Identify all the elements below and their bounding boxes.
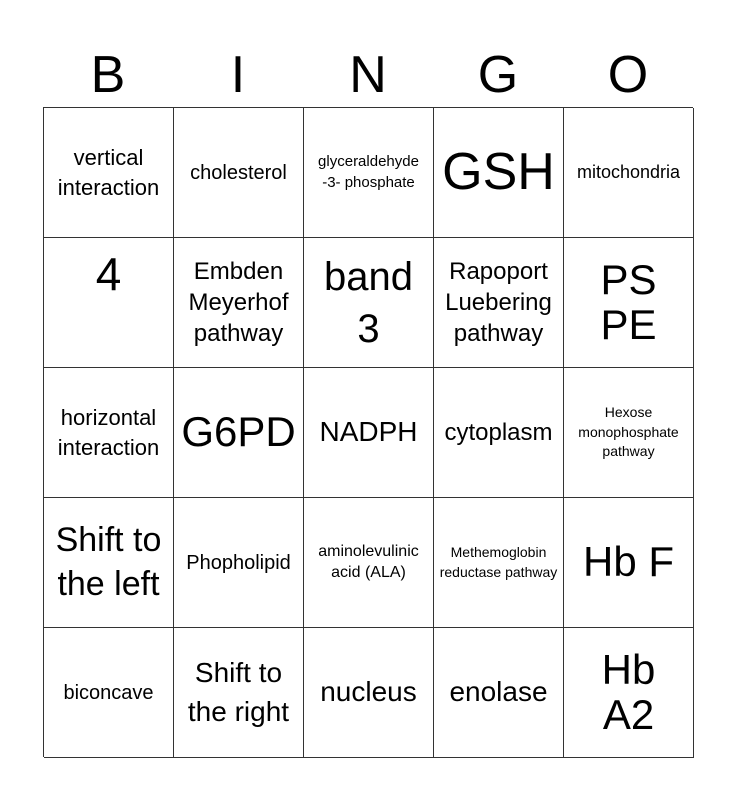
cell-text: biconcave (63, 681, 154, 704)
cell-text: Hb F (582, 538, 674, 586)
bingo-card-grid (43, 107, 693, 757)
bingo-cell[interactable] (44, 368, 174, 498)
bingo-cell[interactable] (304, 108, 434, 238)
cell-text: G6PD (181, 408, 296, 456)
bingo-cell[interactable] (174, 108, 304, 238)
cell-text: aminolevulinic acid (ALA) (318, 542, 419, 581)
header-letter-i: I (230, 46, 246, 104)
bingo-cell[interactable] (434, 108, 564, 238)
cell-text: Embden Meyerhof pathway (188, 257, 289, 348)
header-letter-o: O (607, 46, 649, 104)
bingo-cell[interactable] (44, 498, 174, 628)
bingo-cell[interactable] (564, 498, 694, 628)
cell-text: mitochondria (576, 161, 681, 182)
bingo-cell[interactable] (174, 628, 304, 758)
bingo-cell[interactable] (44, 628, 174, 758)
bingo-cell[interactable] (564, 108, 694, 238)
bingo-cell[interactable] (44, 238, 174, 368)
cell-text: vertical interaction (57, 144, 160, 200)
bingo-cell[interactable] (174, 368, 304, 498)
bingo-cell[interactable] (304, 628, 434, 758)
bingo-cell[interactable] (174, 498, 304, 628)
cell-text: Phopholipid (186, 551, 291, 574)
bingo-cell[interactable] (564, 238, 694, 368)
bingo-header (43, 42, 693, 108)
cell-text: nucleus (320, 676, 417, 708)
cell-text: Shift to the right (187, 656, 290, 727)
bingo-cell[interactable] (174, 238, 304, 368)
cell-text: Hexose monophosphate pathway (578, 404, 679, 460)
bingo-cell[interactable] (44, 108, 174, 238)
cell-text: horizontal interaction (57, 404, 160, 460)
cell-text: Methemoglobin reductase pathway (439, 543, 558, 580)
cell-text: band 3 (324, 254, 413, 351)
cell-text: cholesterol (190, 161, 287, 184)
cell-text: enolase (449, 676, 548, 708)
cell-text: PS PE (600, 256, 657, 348)
cell-text: NADPH (319, 416, 418, 448)
bingo-cell[interactable] (564, 628, 694, 758)
bingo-cell[interactable] (304, 368, 434, 498)
header-letter-n: N (349, 46, 387, 104)
bingo-cell[interactable] (304, 238, 434, 368)
cell-text: 4 (95, 248, 122, 301)
cell-text: glyceraldehyde -3- phosphate (318, 153, 419, 191)
bingo-cell[interactable] (564, 368, 694, 498)
header-letter-b: B (90, 46, 126, 104)
cell-text: Rapoport Luebering pathway (445, 257, 552, 348)
header-letter-g: G (477, 46, 519, 104)
bingo-cell[interactable] (304, 498, 434, 628)
cell-text: Hb A2 (601, 646, 656, 738)
cell-text: Shift to the left (55, 521, 162, 603)
bingo-cell[interactable] (434, 238, 564, 368)
cell-text: GSH (442, 142, 555, 201)
bingo-cell[interactable] (434, 498, 564, 628)
bingo-cell[interactable] (434, 368, 564, 498)
bingo-cell[interactable] (434, 628, 564, 758)
cell-text: cytoplasm (444, 418, 553, 446)
